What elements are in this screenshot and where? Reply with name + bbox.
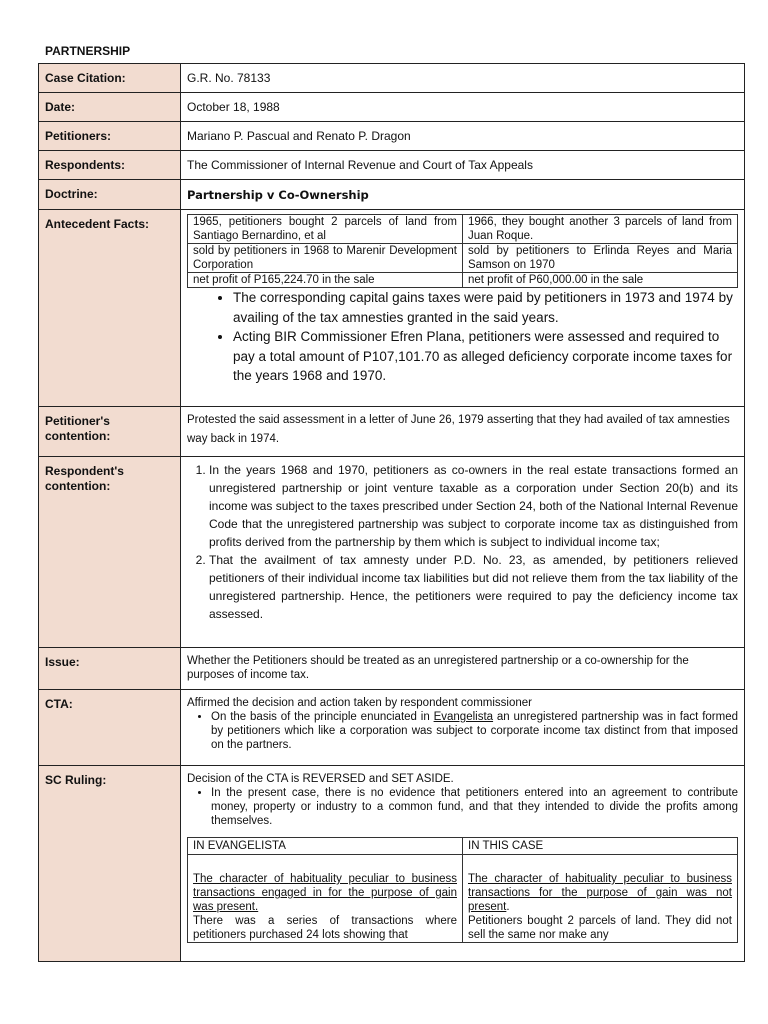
land-row: [188, 273, 738, 288]
label-cta: CTA:: [39, 690, 181, 766]
value-doctrine: Partnership v Co-Ownership: [181, 180, 745, 210]
list-item: • In the present case, there is no evidence that petitioners entered into an agreement to contribute money, property or industry to a common fund, and that they intended to divide the profits among themselves.: [211, 786, 738, 828]
this-case-finding: The character of habituality peculiar to business transactions for the purpose of gain was not present.: [468, 873, 732, 913]
cta-bullet-pre: On the basis of the principle enunciated in: [211, 711, 434, 723]
label-petitioners: Petitioners:: [39, 122, 181, 151]
label-doctrine: Doctrine:: [39, 180, 181, 210]
label-antecedent-facts: Antecedent Facts:: [39, 210, 181, 407]
row-petitioner-contention: [39, 407, 745, 457]
this-case-detail: Petitioners bought 2 parcels of land. They did not sell the same nor make any: [468, 915, 732, 941]
label-date: Date:: [39, 93, 181, 122]
row-doctrine: [39, 180, 745, 210]
comparison-body-row: [188, 855, 738, 943]
sc-intro: Decision of the CTA is REVERSED and SET ASIDE.: [187, 773, 454, 785]
cta-intro: Affirmed the decision and action taken by respondent commissioner: [187, 697, 532, 709]
comparison-left-cell: [188, 855, 463, 943]
row-respondents: [39, 151, 745, 180]
label-respondent-contention: Respondent's contention:: [39, 457, 181, 648]
cta-bullets: [187, 710, 738, 752]
label-case-citation: Case Citation:: [39, 64, 181, 93]
this-case-finding-text: The character of habituality peculiar to business transactions for the purpose of gain was not present: [468, 873, 732, 913]
value-respondents: The Commissioner of Internal Revenue and Court of Tax Appeals: [181, 151, 745, 180]
land-row: [188, 215, 738, 244]
value-sc-ruling: [181, 766, 745, 962]
evangelista-detail: There was a series of transactions where petitioners purchased 24 lots showing that: [193, 915, 457, 941]
land-cell: net profit of P60,000.00 in the sale: [463, 273, 738, 288]
land-cell: sold by petitioners to Erlinda Reyes and Maria Samson on 1970: [463, 244, 738, 273]
comparison-right-cell: [463, 855, 738, 943]
label-respondents: Respondents:: [39, 151, 181, 180]
respondent-contention-list: [187, 461, 738, 623]
value-issue: Whether the Petitioners should be treated as an unregistered partnership or a co-ownership for the purposes of income tax.: [181, 648, 745, 690]
cta-bullet-post: an unregistered partnership was in fact formed by petitioners which like a corporation was subject to corporate income tax distinct from that imposed on the partners.: [211, 711, 738, 751]
land-row: [188, 244, 738, 273]
list-item: 2. That the availment of tax amnesty under P.D. No. 23, as amended, by petitioners relieved petitioners of their individual income tax liabilities but did not relieve them from the tax liability of the unregistered partnership. Hence, the petitioners were required to pay the deficiency income tax assessed.: [209, 551, 738, 623]
value-respondent-contention: [181, 457, 745, 648]
comparison-header-left: IN EVANGELISTA: [188, 838, 463, 855]
row-cta: [39, 690, 745, 766]
list-item: • The corresponding capital gains taxes were paid by petitioners in 1973 and 1974 by availing of the tax amnesties granted in the said years.: [233, 288, 738, 327]
value-cta: [181, 690, 745, 766]
row-antecedent-facts: [39, 210, 745, 407]
case-digest-table: [38, 63, 745, 962]
land-transactions-table: [187, 214, 738, 288]
document-title: PARTNERSHIP: [45, 44, 131, 58]
comparison-header-row: [188, 838, 738, 855]
value-petitioners: Mariano P. Pascual and Renato P. Dragon: [181, 122, 745, 151]
value-petitioner-contention: Protested the said assessment in a letter of June 26, 1979 asserting that they had availed of tax amnesties way back in 1974.: [181, 407, 745, 457]
list-item: [211, 710, 738, 752]
value-date: October 18, 1988: [181, 93, 745, 122]
land-cell: 1965, petitioners bought 2 parcels of land from Santiago Bernardino, et al: [188, 215, 463, 244]
sc-bullets: [187, 786, 738, 828]
value-case-citation: G.R. No. 78133: [181, 64, 745, 93]
label-sc-ruling: SC Ruling:: [39, 766, 181, 962]
evangelista-case-ref: Evangelista: [433, 711, 494, 723]
row-date: [39, 93, 745, 122]
land-cell: sold by petitioners in 1968 to Marenir Development Corporation: [188, 244, 463, 273]
antecedent-bullets: [187, 288, 738, 386]
row-issue: [39, 648, 745, 690]
evangelista-finding: The character of habituality peculiar to business transactions engaged in for the purpose of gain was present.: [193, 873, 457, 913]
label-petitioner-contention: Petitioner's contention:: [39, 407, 181, 457]
row-petitioners: [39, 122, 745, 151]
comparison-table: [187, 837, 738, 943]
value-antecedent-facts: [181, 210, 745, 407]
land-cell: 1966, they bought another 3 parcels of land from Juan Roque.: [463, 215, 738, 244]
list-item: 1. In the years 1968 and 1970, petitioners as co-owners in the real estate transactions formed an unregistered partnership or joint venture taxable as a corporation under Section 20(b) and its income was subject to the taxes prescribed under Section 24, both of the National Internal Revenue Code that the unregistered partnership was subject to corporate income tax as distinguished from profits derived from the partnership by them which is subject to individual income tax;: [209, 461, 738, 551]
comparison-header-right: IN THIS CASE: [463, 838, 738, 855]
row-sc-ruling: [39, 766, 745, 962]
row-case-citation: [39, 64, 745, 93]
row-respondent-contention: [39, 457, 745, 648]
list-item: • Acting BIR Commissioner Efren Plana, petitioners were assessed and required to pay a total amount of P107,101.70 as alleged deficiency corporate income taxes for the years 1968 and 1970.: [233, 327, 738, 386]
label-issue: Issue:: [39, 648, 181, 690]
land-cell: net profit of P165,224.70 in the sale: [188, 273, 463, 288]
